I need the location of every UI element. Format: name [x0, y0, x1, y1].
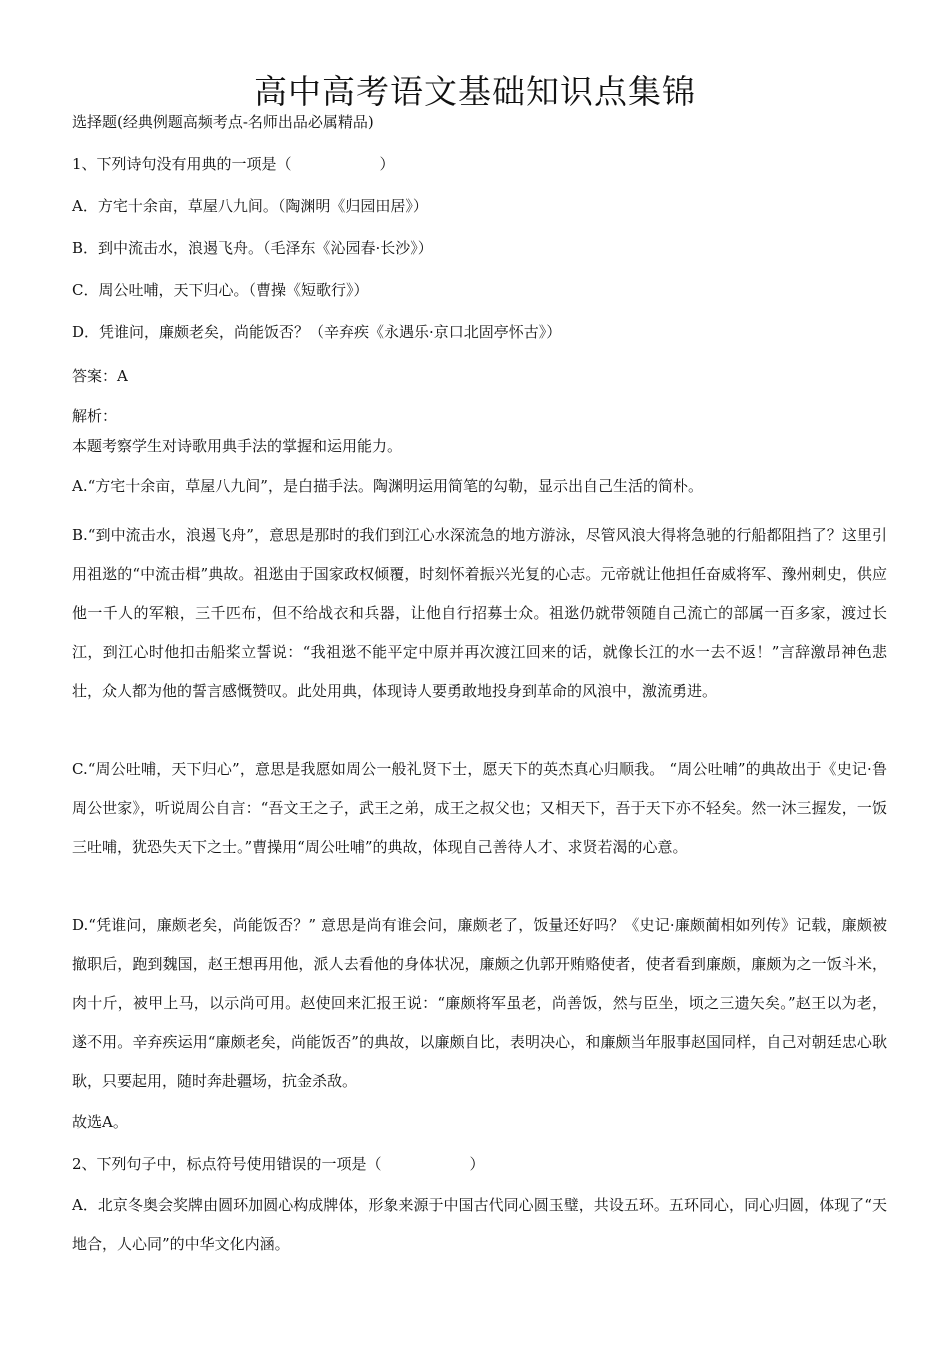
question-1-option-b: B．到中流击水，浪遏飞舟。（毛泽东《沁园春·长沙》）: [72, 239, 433, 257]
analysis-option-a: A.“方宅十余亩，草屋八九间”，是白描手法。陶渊明运用简笔的勾勒，显示出自己生活的简朴。: [72, 477, 703, 495]
question-1-option-a: A．方宅十余亩，草屋八九间。（陶渊明《归园田居》）: [72, 197, 428, 215]
question-2-option-a: A．北京冬奥会奖牌由圆环加圆心构成牌体，形象来源于中国古代同心圆玉璧，共设五环。五环同心，同心归圆，体现了“天地合，人心同”的中华文化内涵。: [72, 1196, 887, 1253]
question-1-option-d: D．凭谁问，廉颇老矣，尚能饭否？（辛弃疾《永遇乐·京口北固亭怀古》）: [72, 323, 562, 341]
question-2-stem: [72, 1154, 485, 1174]
question-2-stem-suffix: ）: [469, 1155, 485, 1173]
analysis-intro: 本题考察学生对诗歌用典手法的掌握和运用能力。: [72, 437, 403, 455]
question-1-conclusion: 故选A。: [72, 1113, 128, 1131]
document-subtitle: 选择题(经典例题高频考点-名师出品必属精品): [72, 113, 374, 131]
document-title: 高中高考语文基础知识点集锦: [254, 72, 696, 111]
analysis-option-c: C.“周公吐哺，天下归心”，意思是我愿如周公一般礼贤下士，愿天下的英杰真心归顺我。 “周公吐哺”的典故出于《史记·鲁周公世家》，听说周公自言：“吾文王之子，武王之弟，成王之叔父也；又相天下，吾于天下亦不轻矣。然一沐三握发，一饭三吐哺，犹恐失天下之士。”曹操用“周公吐哺”的典故，体现自己善待人才、求贤若渴的心意。: [72, 760, 887, 856]
question-1-option-c: C．周公吐哺，天下归心。（曹操《短歌行》）: [72, 281, 369, 299]
question-1-stem: [72, 154, 395, 174]
question-2-stem-prefix: 2、下列句子中，标点符号使用错误的一项是（: [72, 1155, 382, 1173]
question-1-stem-prefix: 1、下列诗句没有用典的一项是（: [72, 155, 292, 173]
analysis-option-d: D.“凭谁问，廉颇老矣，尚能饭否？” 意思是尚有谁会问，廉颇老了，饭量还好吗？《史记·廉颇蔺相如列传》记载，廉颇被撤职后，跑到魏国，赵王想再用他，派人去看他的身体状况，廉颇之仇郭开贿赂使者，使者看到廉颇，廉颇为之一饭斗米，肉十斤，被甲上马，以示尚可用。赵使回来汇报王说：“廉颇将军虽老，尚善饭，然与臣坐，顷之三遗矢矣。”赵王以为老，遂不用。辛弃疾运用“廉颇老矣，尚能饭否”的典故，以廉颇自比，表明决心，和廉颇当年服事赵国同样，自己对朝廷忠心耿耿，只要起用，随时奔赴疆场，抗金杀敌。: [72, 916, 887, 1090]
analysis-label: 解析：: [72, 407, 118, 425]
analysis-option-b: B.“到中流击水，浪遏飞舟”，意思是那时的我们到江心水深流急的地方游泳，尽管风浪大得将急驰的行船都阻挡了？这里引用祖逖的“中流击楫”典故。祖逖由于国家政权倾覆，时刻怀着振兴光复的心志。元帝就让他担任奋威将军、豫州刺史，供应他一千人的军粮，三千匹布，但不给战衣和兵器，让他自行招募士众。祖逖仍就带领随自己流亡的部属一百多家，渡过长江，到江心时他扣击船桨立誓说：“我祖逖不能平定中原并再次渡江回来的话，就像长江的水一去不返！”言辞激昂神色悲壮，众人都为他的誓言感慨赞叹。此处用典，体现诗人要勇敢地投身到革命的风浪中，激流勇进。: [72, 526, 887, 700]
question-1-stem-suffix: ）: [379, 155, 395, 173]
question-1-answer: 答案：A: [72, 367, 128, 385]
